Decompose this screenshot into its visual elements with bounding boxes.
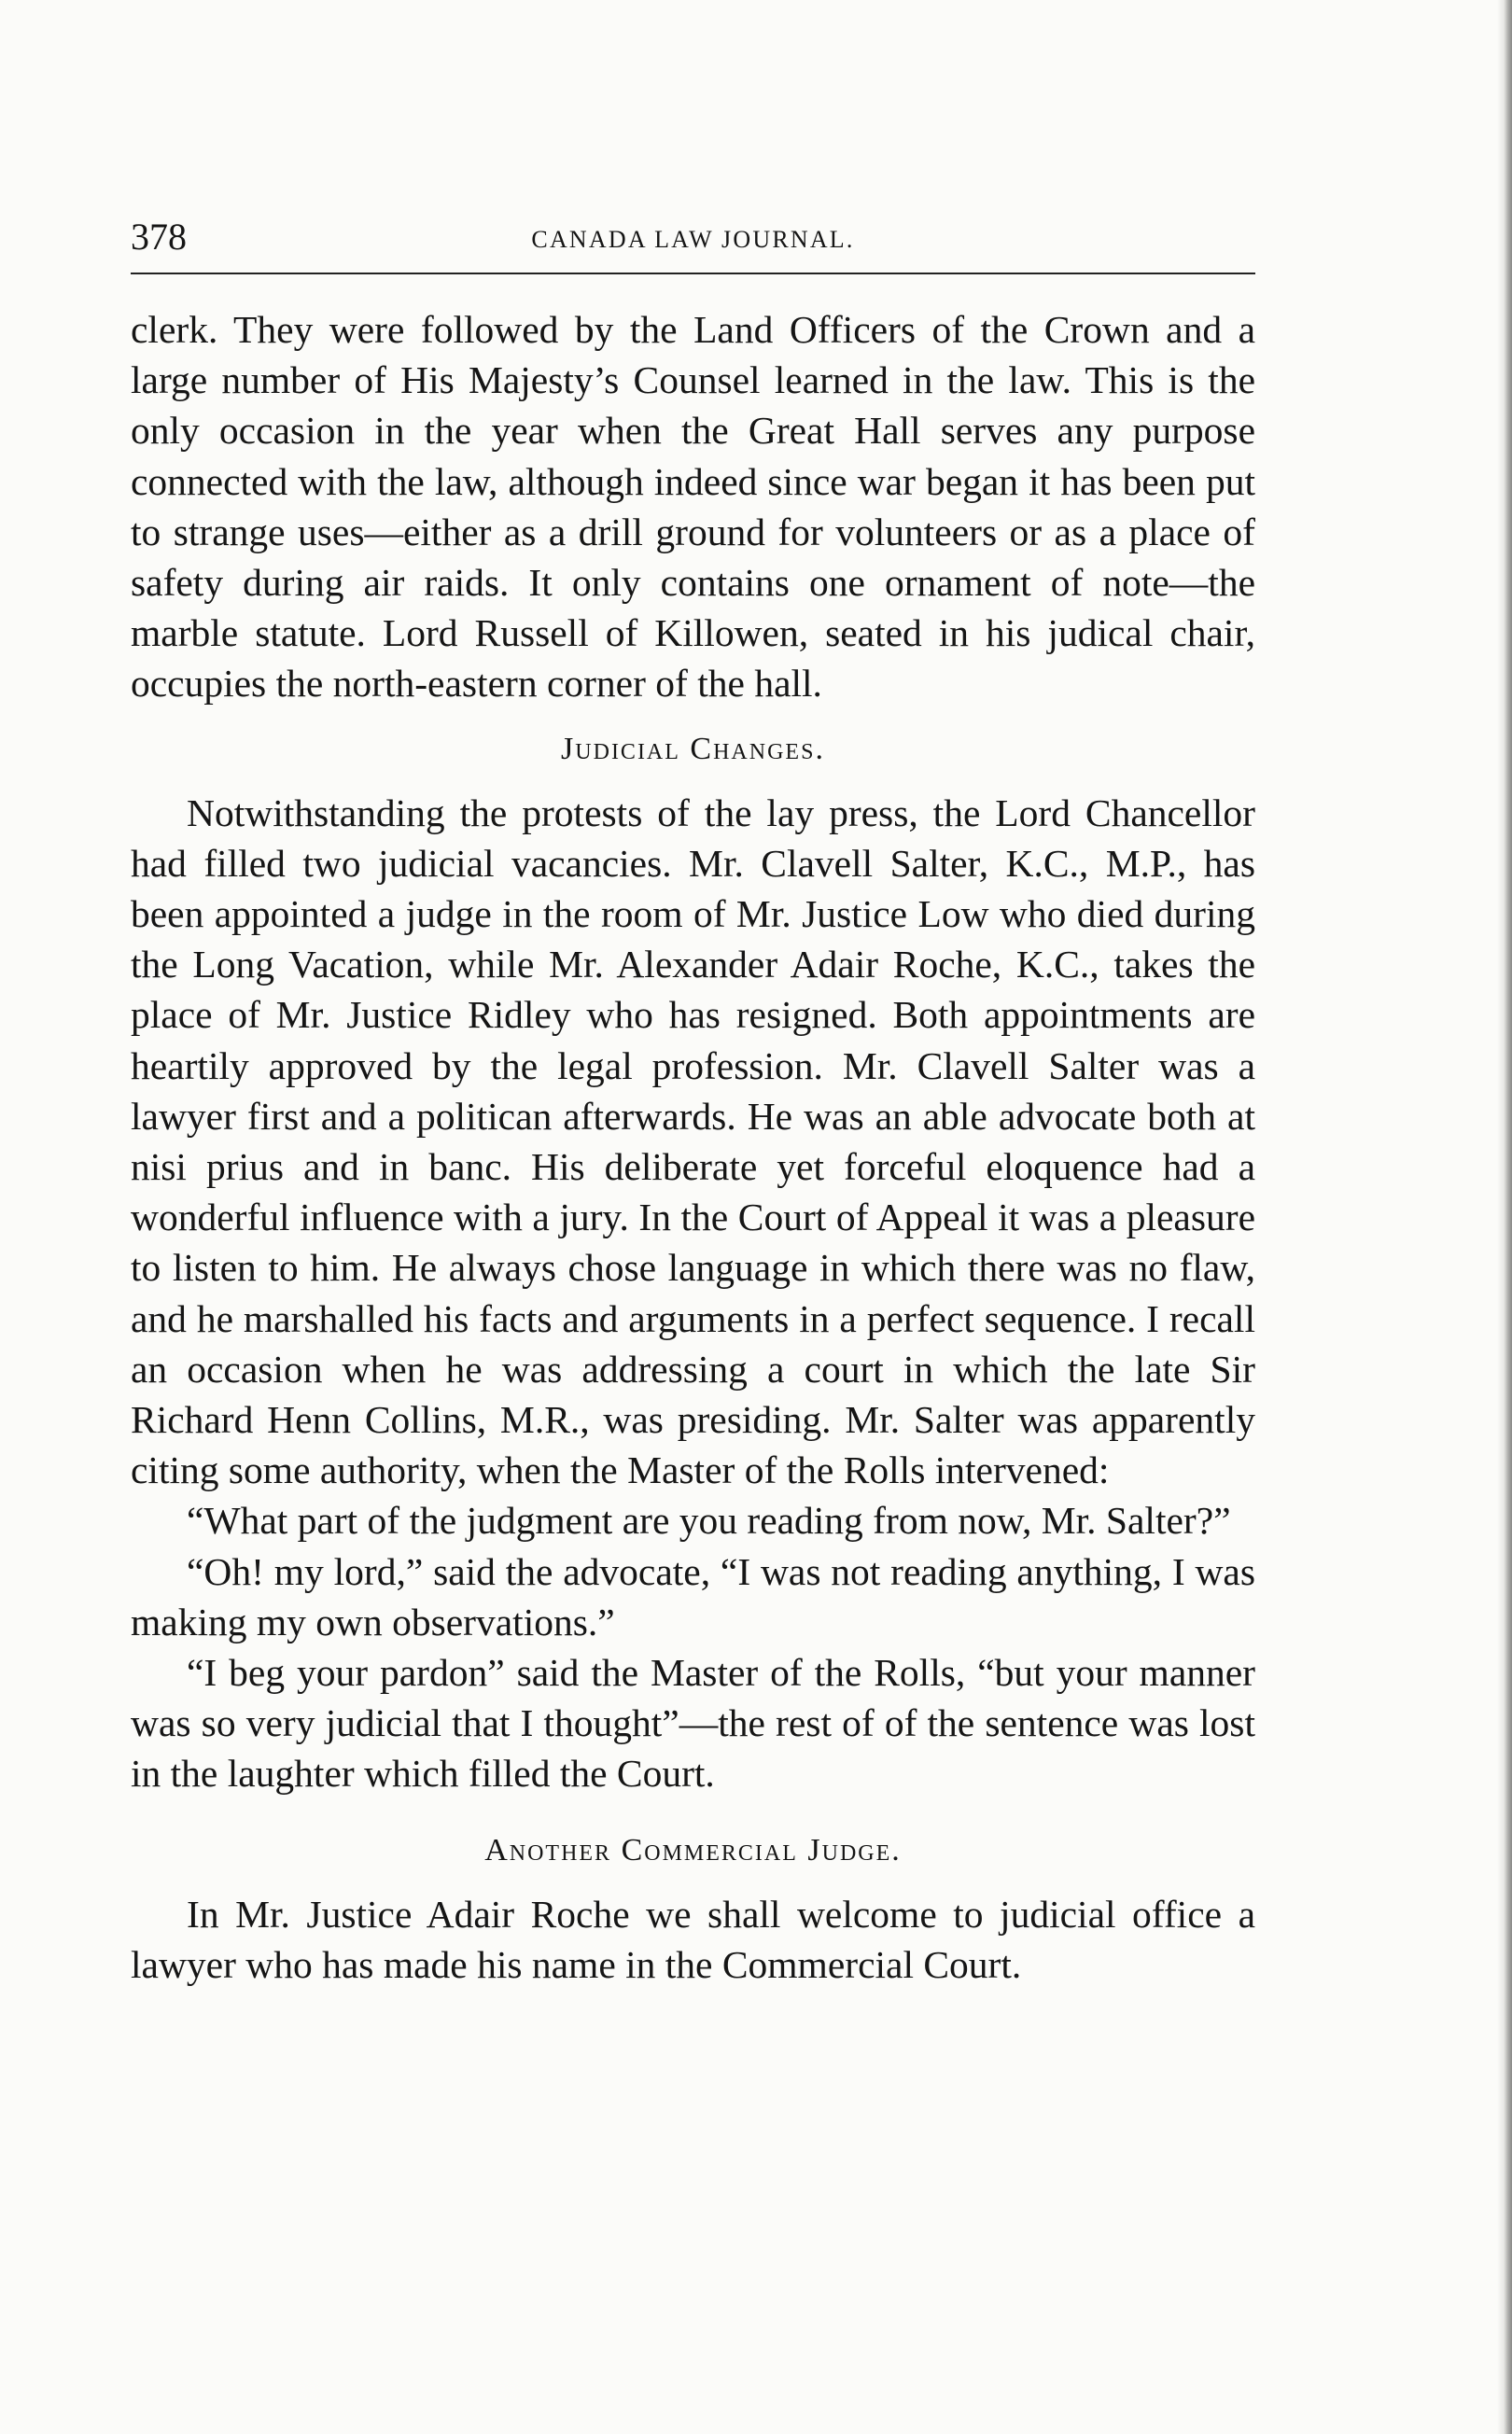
journal-title: CANADA LAW JOURNAL. (531, 226, 855, 253)
book-page (131, 215, 1255, 1990)
header-rule (131, 273, 1255, 274)
running-head (131, 215, 1255, 273)
article-body (131, 304, 1255, 1990)
section-heading-judicial-changes: Judicial Changes. (561, 731, 825, 766)
page-number: 378 (131, 216, 187, 258)
quote-paragraph: “I beg your pardon” said the Master of the Rolls, “but your manner was so very judicial that I thought”—the rest of of the sentence was lost in the laughter which filled the Court. (131, 1651, 1255, 1796)
section-heading-another-commercial-judge: Another Commercial Judge. (484, 1832, 902, 1867)
scanned-page-edge (1497, 0, 1512, 2434)
quote-paragraph: “Oh! my lord,” said the advocate, “I was not reading anything, I was making my own observations.” (131, 1549, 1255, 1644)
paragraph: In Mr. Justice Adair Roche we shall welcome to judicial office a lawyer who has made his name in the Commercial Court. (131, 1892, 1255, 1986)
paragraph: Notwithstanding the protests of the lay press, the Lord Chancellor had filled two judicial vacancies. Mr. Clavell Salter, K.C., M.P., has been appointed a judge in the room of Mr. Justice Low who died during the Long Vacation, while Mr. Alexander Adair Roche, K.C., takes the place of Mr. Justice Ridley who has resigned. Both appointments are heartily approved by the legal profession. Mr. Clavell Salter was a lawyer first and a politican afterwards. He was an able advocate both at nisi prius and in banc. His deliberate yet forceful eloquence had a wonderful influence with a jury. In the Court of Appeal it was a pleasure to listen to him. He always chose language in which there was no flaw, and he marshalled his facts and arguments in a perfect sequence. I recall an occasion when he was addressing a court in which the late Sir Richard Henn Collins, M.R., was presiding. Mr. Salter was apparently citing some authority, when the Master of the Rolls intervened: (131, 790, 1255, 1492)
quote-paragraph: “What part of the judgment are you reading from now, Mr. Salter?” (187, 1499, 1231, 1543)
opening-paragraph: clerk. They were followed by the Land Officers of the Crown and a large number of His Majesty’s Counsel learned in the law. This is the only occasion in the year when the Great Hall serves any purpose connected with the law, although indeed since war began it has been put to strange uses—either as a drill ground for volunteers or as a place of safety during air raids. It only contains one ornament of note—the marble statute. Lord Russell of Killowen, seated in his judical chair, occupies the north-eastern corner of the hall. (131, 308, 1255, 706)
